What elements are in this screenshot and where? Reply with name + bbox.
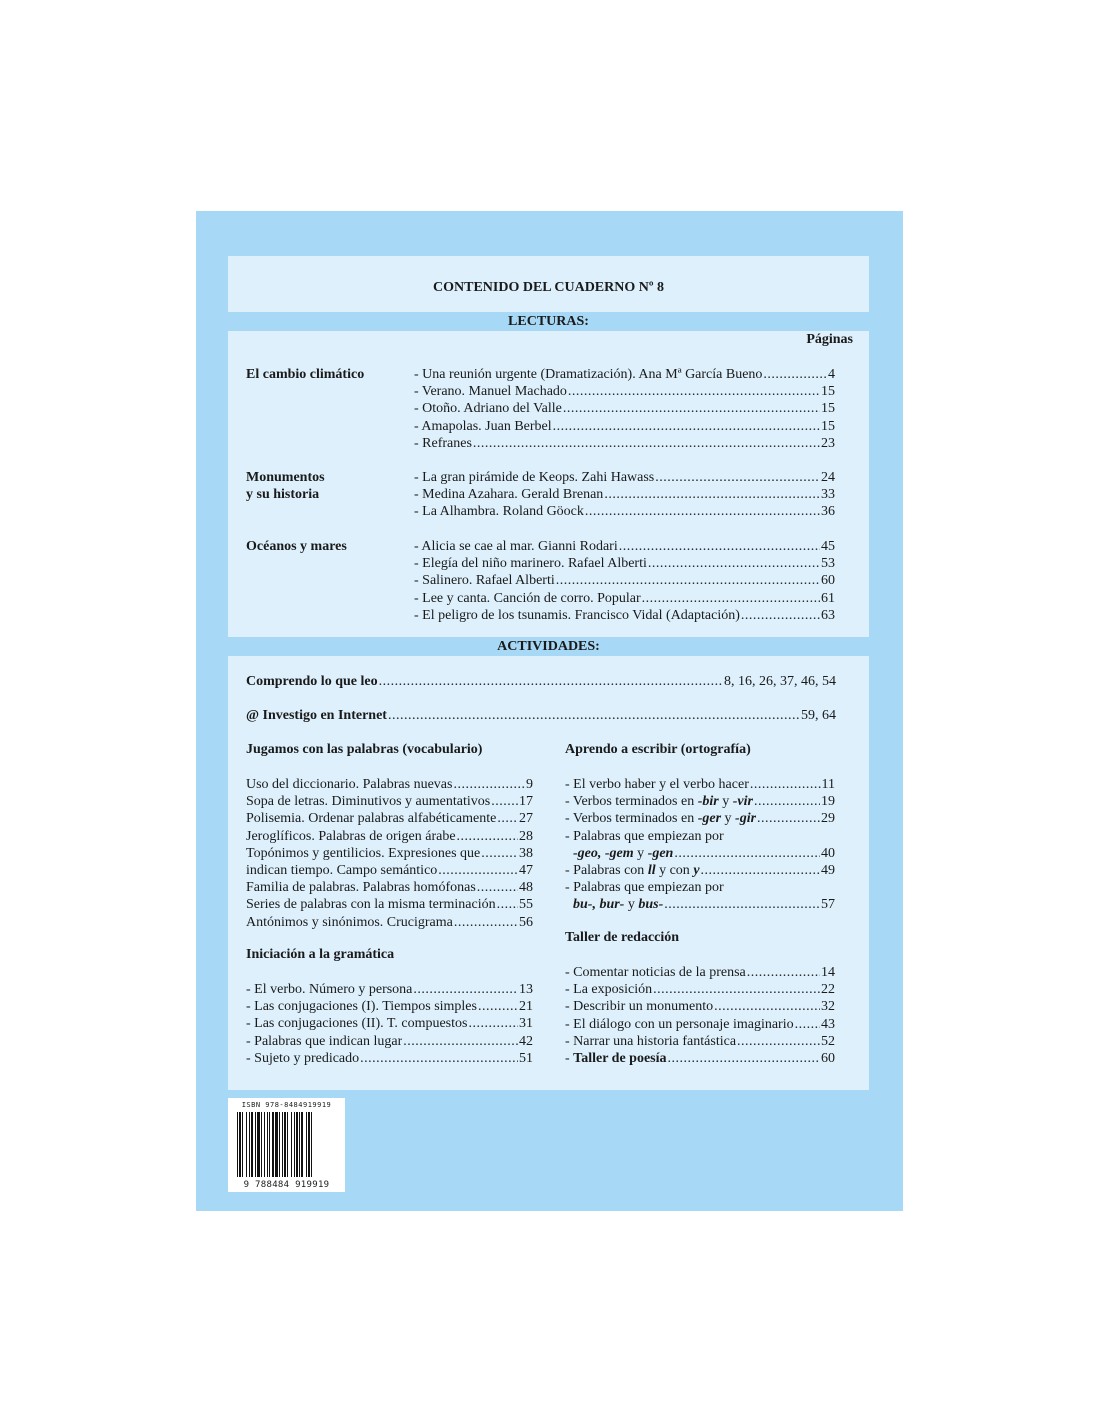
barcode-bar [272, 1112, 274, 1177]
barcode-bar [267, 1112, 268, 1177]
barcode-bar [294, 1112, 295, 1177]
barcode-bar [251, 1112, 253, 1177]
barcode-bar [255, 1112, 256, 1177]
paginas-label: Páginas [806, 332, 853, 347]
barcode-bar [296, 1112, 298, 1177]
redaccion-list [565, 964, 835, 1067]
toc-entry: - Comentar noticias de la prensa ..... 14 [565, 964, 835, 981]
barcode-bar [242, 1112, 243, 1177]
redaccion-heading: Taller de redacción [565, 930, 680, 945]
comprendo-row: Comprendo lo que leo ..... 8, 16, 26, 37, 46, 54 [246, 673, 836, 690]
lecturas-heading: LECTURAS: [508, 314, 589, 329]
barcode-bar [264, 1112, 265, 1177]
isbn-barcode [228, 1098, 345, 1192]
toc-entry: - Verano. Manuel Machado ..... 15 [414, 383, 835, 400]
toc-entry: Sopa de letras. Diminutivos y aumentativos ..... 17 [246, 793, 533, 810]
toc-entry: - El verbo haber y el verbo hacer ..... 11 [565, 776, 835, 793]
toc-entry: - Taller de poesía ..... 60 [565, 1050, 835, 1067]
toc-entry: - Palabras que empiezan por [565, 828, 724, 844]
toc-entry: - Verbos terminados en -ger y -gir ..... 29 [565, 810, 835, 827]
toc-entry: Series de palabras con la misma terminación ..... 55 [246, 896, 533, 913]
actividades-heading: ACTIVIDADES: [497, 639, 600, 654]
isbn-label: ISBN 978-8484919919 [241, 1101, 332, 1109]
toc-entry: - La exposición ..... 22 [565, 981, 835, 998]
toc-entry: - Refranes ..... 23 [414, 435, 835, 452]
title-box [228, 256, 869, 312]
toc-entry: - Verbos terminados en -bir y -vir ..... 19 [565, 793, 835, 810]
barcode-bar [306, 1112, 307, 1177]
barcode-bar [287, 1112, 288, 1177]
barcode-bar [261, 1112, 262, 1177]
barcode-bar [249, 1112, 250, 1177]
actividades-box [228, 656, 869, 1090]
gramatica-heading: Iniciación a la gramática [246, 947, 395, 962]
theme-label: Monumentos y su historia [246, 470, 325, 502]
barcode-bar [237, 1112, 238, 1177]
toc-entry: - Palabras que indican lugar ..... 42 [246, 1033, 533, 1050]
barcode-bar [301, 1112, 303, 1177]
theme-label: El cambio climático [246, 367, 365, 382]
barcode-bar [275, 1112, 278, 1177]
toc-entry: Polisemia. Ordenar palabras alfabéticamente ..... 27 [246, 810, 533, 827]
toc-entry: indican tiempo. Campo semántico ..... 47 [246, 862, 533, 879]
toc-entry: - Elegía del niño marinero. Rafael Alberti ..... 53 [414, 555, 835, 572]
lecturas-box [228, 331, 869, 637]
barcode-bar [282, 1112, 283, 1177]
barcode-bar [246, 1112, 247, 1177]
entry-list [414, 366, 835, 452]
entry-list [414, 469, 835, 521]
toc-entry: - Otoño. Adriano del Valle ..... 15 [414, 400, 835, 417]
barcode-bar [257, 1112, 260, 1177]
toc-entry: - Alicia se cae al mar. Gianni Rodari ..... 45 [414, 538, 835, 555]
gramatica-list [246, 981, 533, 1067]
barcode-bar [299, 1112, 300, 1177]
toc-entry: - Salinero. Rafael Alberti ..... 60 [414, 572, 835, 589]
vocabulario-heading: Jugamos con las palabras (vocabulario) [246, 742, 483, 757]
toc-entry: - Describir un monumento ..... 32 [565, 998, 835, 1015]
toc-entry: Topónimos y gentilicios. Expresiones que ..... 38 [246, 845, 533, 862]
barcode-bar [279, 1112, 280, 1177]
toc-entry: - El verbo. Número y persona ..... 13 [246, 981, 533, 998]
page-title: CONTENIDO DEL CUADERNO Nº 8 [433, 280, 664, 295]
ortografia-heading: Aprendo a escribir (ortografía) [565, 742, 751, 757]
investigo-row: @ Investigo en Internet ..... 59, 64 [246, 707, 836, 724]
barcode-bar [311, 1112, 312, 1177]
entry-list [414, 538, 835, 624]
barcode-bar [284, 1112, 286, 1177]
toc-entry: - El diálogo con un personaje imaginario ..... 43 [565, 1016, 835, 1033]
back-cover [196, 211, 903, 1211]
toc-entry: - Una reunión urgente (Dramatización). Ana Mª García Bueno ..... 4 [414, 366, 835, 383]
barcode-bar [239, 1112, 241, 1177]
barcode-bars [228, 1098, 345, 1192]
toc-entry: bu-, bur- y bus- ..... 57 [565, 896, 835, 913]
toc-entry: - Las conjugaciones (II). T. compuestos ..... 31 [246, 1015, 533, 1032]
toc-entry: - Narrar una historia fantástica ..... 52 [565, 1033, 835, 1050]
barcode-digits: 9 788484 919919 [243, 1180, 330, 1190]
toc-entry: - Amapolas. Juan Berbel ..... 15 [414, 418, 835, 435]
toc-entry: - Las conjugaciones (I). Tiempos simples ..... 21 [246, 998, 533, 1015]
barcode-bar [291, 1112, 292, 1177]
toc-entry: - Medina Azahara. Gerald Brenan ..... 33 [414, 486, 835, 503]
barcode-bar [269, 1112, 270, 1177]
toc-entry: - Lee y canta. Canción de corro. Popular ..... 61 [414, 590, 835, 607]
toc-entry: Uso del diccionario. Palabras nuevas ..... 9 [246, 776, 533, 793]
toc-entry: - La gran pirámide de Keops. Zahi Hawass ..... 24 [414, 469, 835, 486]
toc-entry: - Palabras con ll y con y ..... 49 [565, 862, 835, 879]
toc-entry: Antónimos y sinónimos. Crucigrama ..... 56 [246, 914, 533, 931]
toc-entry: - Sujeto y predicado ..... 51 [246, 1050, 533, 1067]
toc-entry: Jeroglíficos. Palabras de origen árabe ..... 28 [246, 828, 533, 845]
toc-entry: Familia de palabras. Palabras homófonas ..... 48 [246, 879, 533, 896]
toc-entry: - La Alhambra. Roland Göock ..... 36 [414, 503, 835, 520]
toc-entry: - El peligro de los tsunamis. Francisco Vidal (Adaptación) ..... 63 [414, 607, 835, 624]
toc-entry: -geo, -gem y -gen ..... 40 [565, 845, 835, 862]
ortografia-list [565, 776, 835, 914]
vocabulario-list [246, 776, 533, 931]
toc-entry: - Palabras que empiezan por [565, 880, 724, 896]
barcode-bar [308, 1112, 310, 1177]
theme-label: Océanos y mares [246, 539, 347, 554]
